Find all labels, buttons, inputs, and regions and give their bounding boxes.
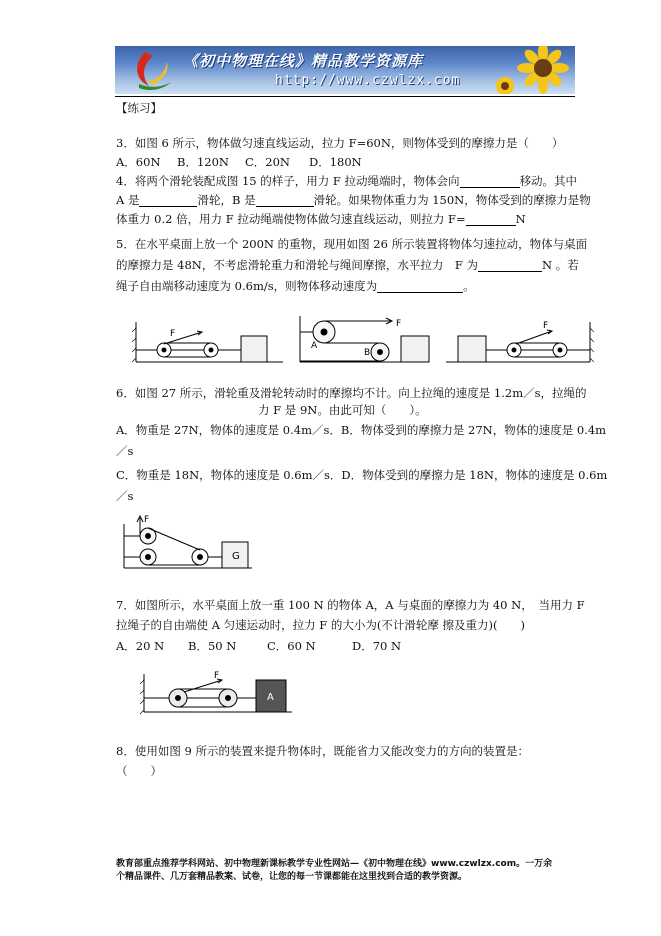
figure-6-label-f: F: [170, 329, 176, 339]
q5-line3-b: 。: [463, 279, 475, 293]
figures-row-diagram: [128, 314, 594, 366]
section-title: 【练习】: [116, 101, 162, 115]
header-banner: [115, 46, 575, 94]
q3-stem: 3．如图 6 所示，物体做匀速直线运动，拉力 F=60N，则物体受到的摩擦力是（ ）: [116, 136, 564, 150]
q6-option-cd-line1: C．物重是 18N，物体的速度是 0.6m／s．D．物体受到的摩擦力是 18N，物体的速度是 0.6m: [116, 468, 608, 482]
q6-option-ab-line1: A．物重是 27N，物体的速度是 0.4m／s．B．物体受到的摩擦力是 27N，物体的速度是 0.4m: [116, 423, 607, 437]
q7-option-a: A．20 N: [116, 639, 165, 653]
q6-line1: 6．如图 27 所示，滑轮重及滑轮转动时的摩擦均不计。向上拉绳的速度是 1.2m／s，拉绳的: [116, 386, 587, 400]
q3-option-c: C．20N: [245, 155, 290, 169]
q4-line3: [116, 212, 526, 226]
q7-option-b: B．50 N: [188, 639, 237, 653]
footer-line1: 教育部重点推荐学科网站、初中物理新课标教学专业性网站—《初中物理在线》www.czwlzx.com。一万余: [116, 859, 553, 869]
q4-line2-c: 滑轮。如果物体重力为 150N，物体受到的摩擦力是物: [313, 193, 591, 207]
q5-line2: [116, 258, 579, 272]
figure-q7-label-f: F: [214, 671, 220, 681]
figure-27-diagram: [118, 510, 258, 572]
q4-line1-tail: 移动。其中: [519, 174, 578, 188]
figure-6: [132, 322, 283, 362]
q4-line1: [116, 174, 577, 188]
q4-line2-b: 滑轮，B 是: [197, 193, 256, 207]
q4-line2: [116, 193, 591, 207]
figure-q7-label-a: A: [267, 692, 274, 703]
q8-line2: （ ）: [116, 764, 162, 778]
q6-line2: 力 F 是 9N。由此可知（ ）。: [258, 403, 427, 417]
q7-line1: 7．如图所示，水平桌面上放一重 100 N 的物体 A，A 与桌面的摩擦力为 40 N， 当用力 F: [116, 598, 585, 612]
figure-15-label-f: F: [396, 319, 402, 329]
q5-line2-b: N 。若: [541, 258, 579, 272]
figure-27-label-f: F: [144, 515, 150, 525]
q5-line3: [116, 279, 475, 293]
q4-blank-pulley-a[interactable]: [139, 194, 197, 207]
figure-15-label-b: B: [364, 348, 371, 358]
q4-blank-force[interactable]: [466, 213, 516, 226]
q4-line2-a: A 是: [116, 193, 140, 207]
q3-option-a: A．60N: [116, 155, 161, 169]
site-logo-icon: [123, 46, 183, 94]
banner-url[interactable]: http://www.czwlzx.com: [275, 73, 461, 88]
q3-option-b: B．120N: [177, 155, 229, 169]
q7-line2: 拉绳子的自由端使 A 匀速运动时，拉力 F 的大小为(不计滑轮摩 擦及重力)( ): [116, 618, 526, 632]
figure-q7-diagram: [136, 666, 296, 718]
figure-15-label-a: A: [311, 341, 318, 351]
q6-option-ab-line2: ／s: [116, 444, 134, 458]
q4-blank-pulley-b[interactable]: [256, 194, 314, 207]
q5-line3-a: 绳子自由端移动速度为 0.6m/s，则物体移动速度为: [116, 279, 378, 293]
q7-option-c: C．60 N: [267, 639, 316, 653]
q5-blank-force[interactable]: [478, 259, 542, 272]
q4-line1-text: 4．将两个滑轮装配成图 15 的样子，用力 F 拉动绳端时，物体会向: [116, 174, 460, 188]
figure-27-label-g: G: [232, 551, 240, 562]
q5-blank-speed[interactable]: [377, 280, 463, 293]
banner-title: 《初中物理在线》精品教学资源库: [183, 52, 424, 70]
q4-line3-a: 体重力 0.2 倍，用力 F 拉动绳端使物体做匀速直线运动，则拉力 F=: [116, 212, 466, 226]
q3-option-d: D．180N: [309, 155, 362, 169]
footer-line2: 个精品课件、几万套精品教案、试卷，让您的每一节课都能在这里找到合适的教学资源。: [116, 872, 468, 882]
q5-line2-a: 的摩擦力是 48N，不考虑滑轮重力和滑轮与绳间摩擦，水平拉力 F 为: [116, 258, 478, 272]
figure-26: [446, 322, 594, 362]
header-rule: [115, 96, 575, 97]
q4-blank-direction[interactable]: [460, 175, 520, 188]
figure-26-label-f: F: [543, 321, 549, 331]
q8-line1: 8．使用如图 9 所示的装置来提升物体时，既能省力又能改变力的方向的装置是：: [116, 744, 529, 758]
q5-line1: 5．在水平桌面上放一个 200N 的重物，现用如图 26 所示装置将物体匀速拉动，物体与桌面: [116, 237, 588, 251]
q7-option-d: D．70 N: [352, 639, 402, 653]
q4-line3-b: N: [515, 212, 526, 226]
q6-option-cd-line2: ／s: [116, 489, 134, 503]
sunflower-icon: [495, 46, 575, 94]
